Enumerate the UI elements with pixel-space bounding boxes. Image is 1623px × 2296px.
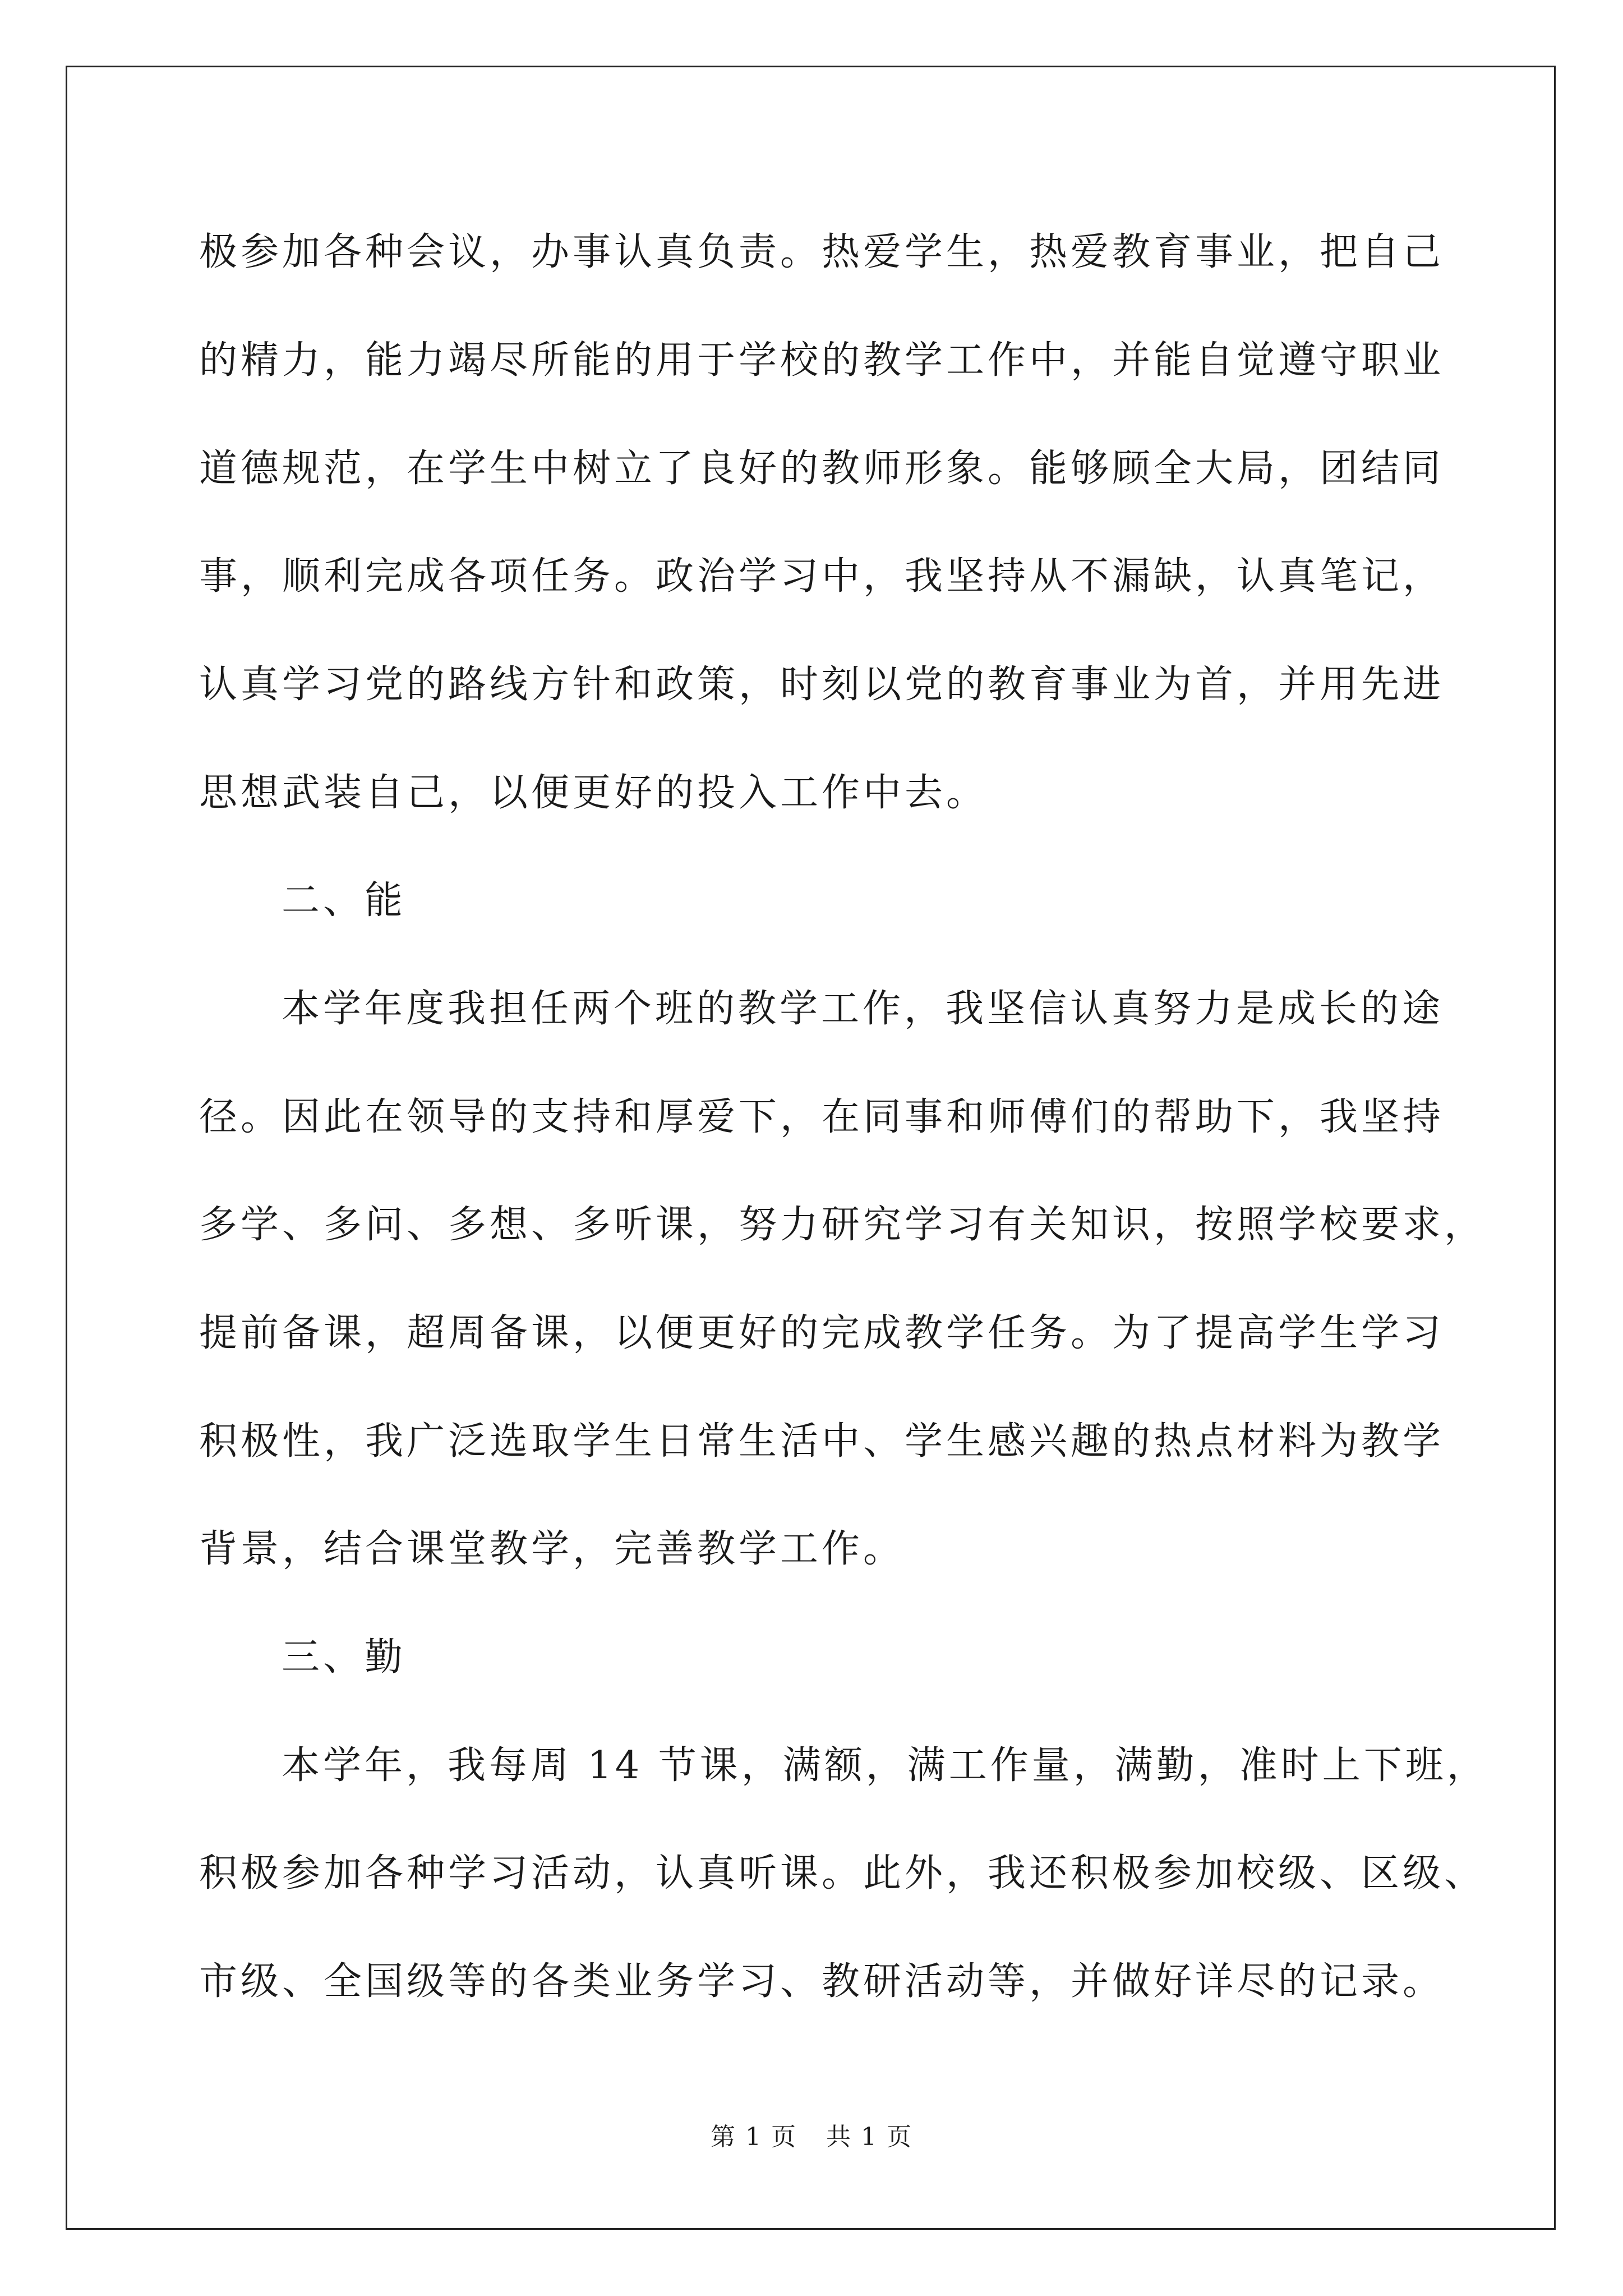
text-line: 多学、多问、多想、多听课，努力研究学习有关知识，按照学校要求， (199, 1203, 1486, 1247)
text-line: 积极性，我广泛选取学生日常生活中、学生感兴趣的热点材料为教学 (199, 1419, 1445, 1464)
text-line: 积极参加各种学习活动，认真听课。此外，我还积极参加校级、区级、 (199, 1851, 1486, 1895)
page-total: 共 1 页 (826, 2123, 912, 2151)
text-line: 本学年度我担任两个班的教学工作，我坚信认真努力是成长的途 (282, 987, 1444, 1031)
text-line: 认真学习党的路线方针和政策，时刻以党的教育事业为首，并用先进 (199, 662, 1445, 707)
text-line: 提前备课，超周备课，以便更好的完成教学任务。为了提高学生学习 (199, 1311, 1445, 1355)
text-line: 道德规范，在学生中树立了良好的教师形象。能够顾全大局，团结同 (199, 447, 1445, 491)
page-border (66, 66, 1556, 2230)
text-line: 极参加各种会议，办事认真负责。热爱学生，热爱教育事业，把自己 (199, 230, 1445, 274)
section-heading: 三、勤 (282, 1635, 407, 1680)
text-line: 事，顺利完成各项任务。政治学习中，我坚持从不漏缺，认真笔记， (199, 554, 1445, 599)
section-heading: 二、能 (282, 878, 407, 923)
text-line: 的精力，能力竭尽所能的用于学校的教学工作中，并能自觉遵守职业 (199, 338, 1445, 383)
text-line: 本学年，我每周 14 节课，满额，满工作量，满勤，准时上下班， (282, 1743, 1488, 1788)
page-number: 第 1 页 (711, 2123, 797, 2151)
text-line: 径。因此在领导的支持和厚爱下，在同事和师傅们的帮助下，我坚持 (199, 1095, 1445, 1139)
page-footer (0, 2122, 1623, 2153)
text-line: 思想武装自己，以便更好的投入工作中去。 (199, 771, 988, 815)
text-line: 市级、全国级等的各类业务学习、教研活动等，并做好详尽的记录。 (199, 1959, 1445, 2004)
text-line: 背景，结合课堂教学，完善教学工作。 (199, 1527, 905, 1571)
